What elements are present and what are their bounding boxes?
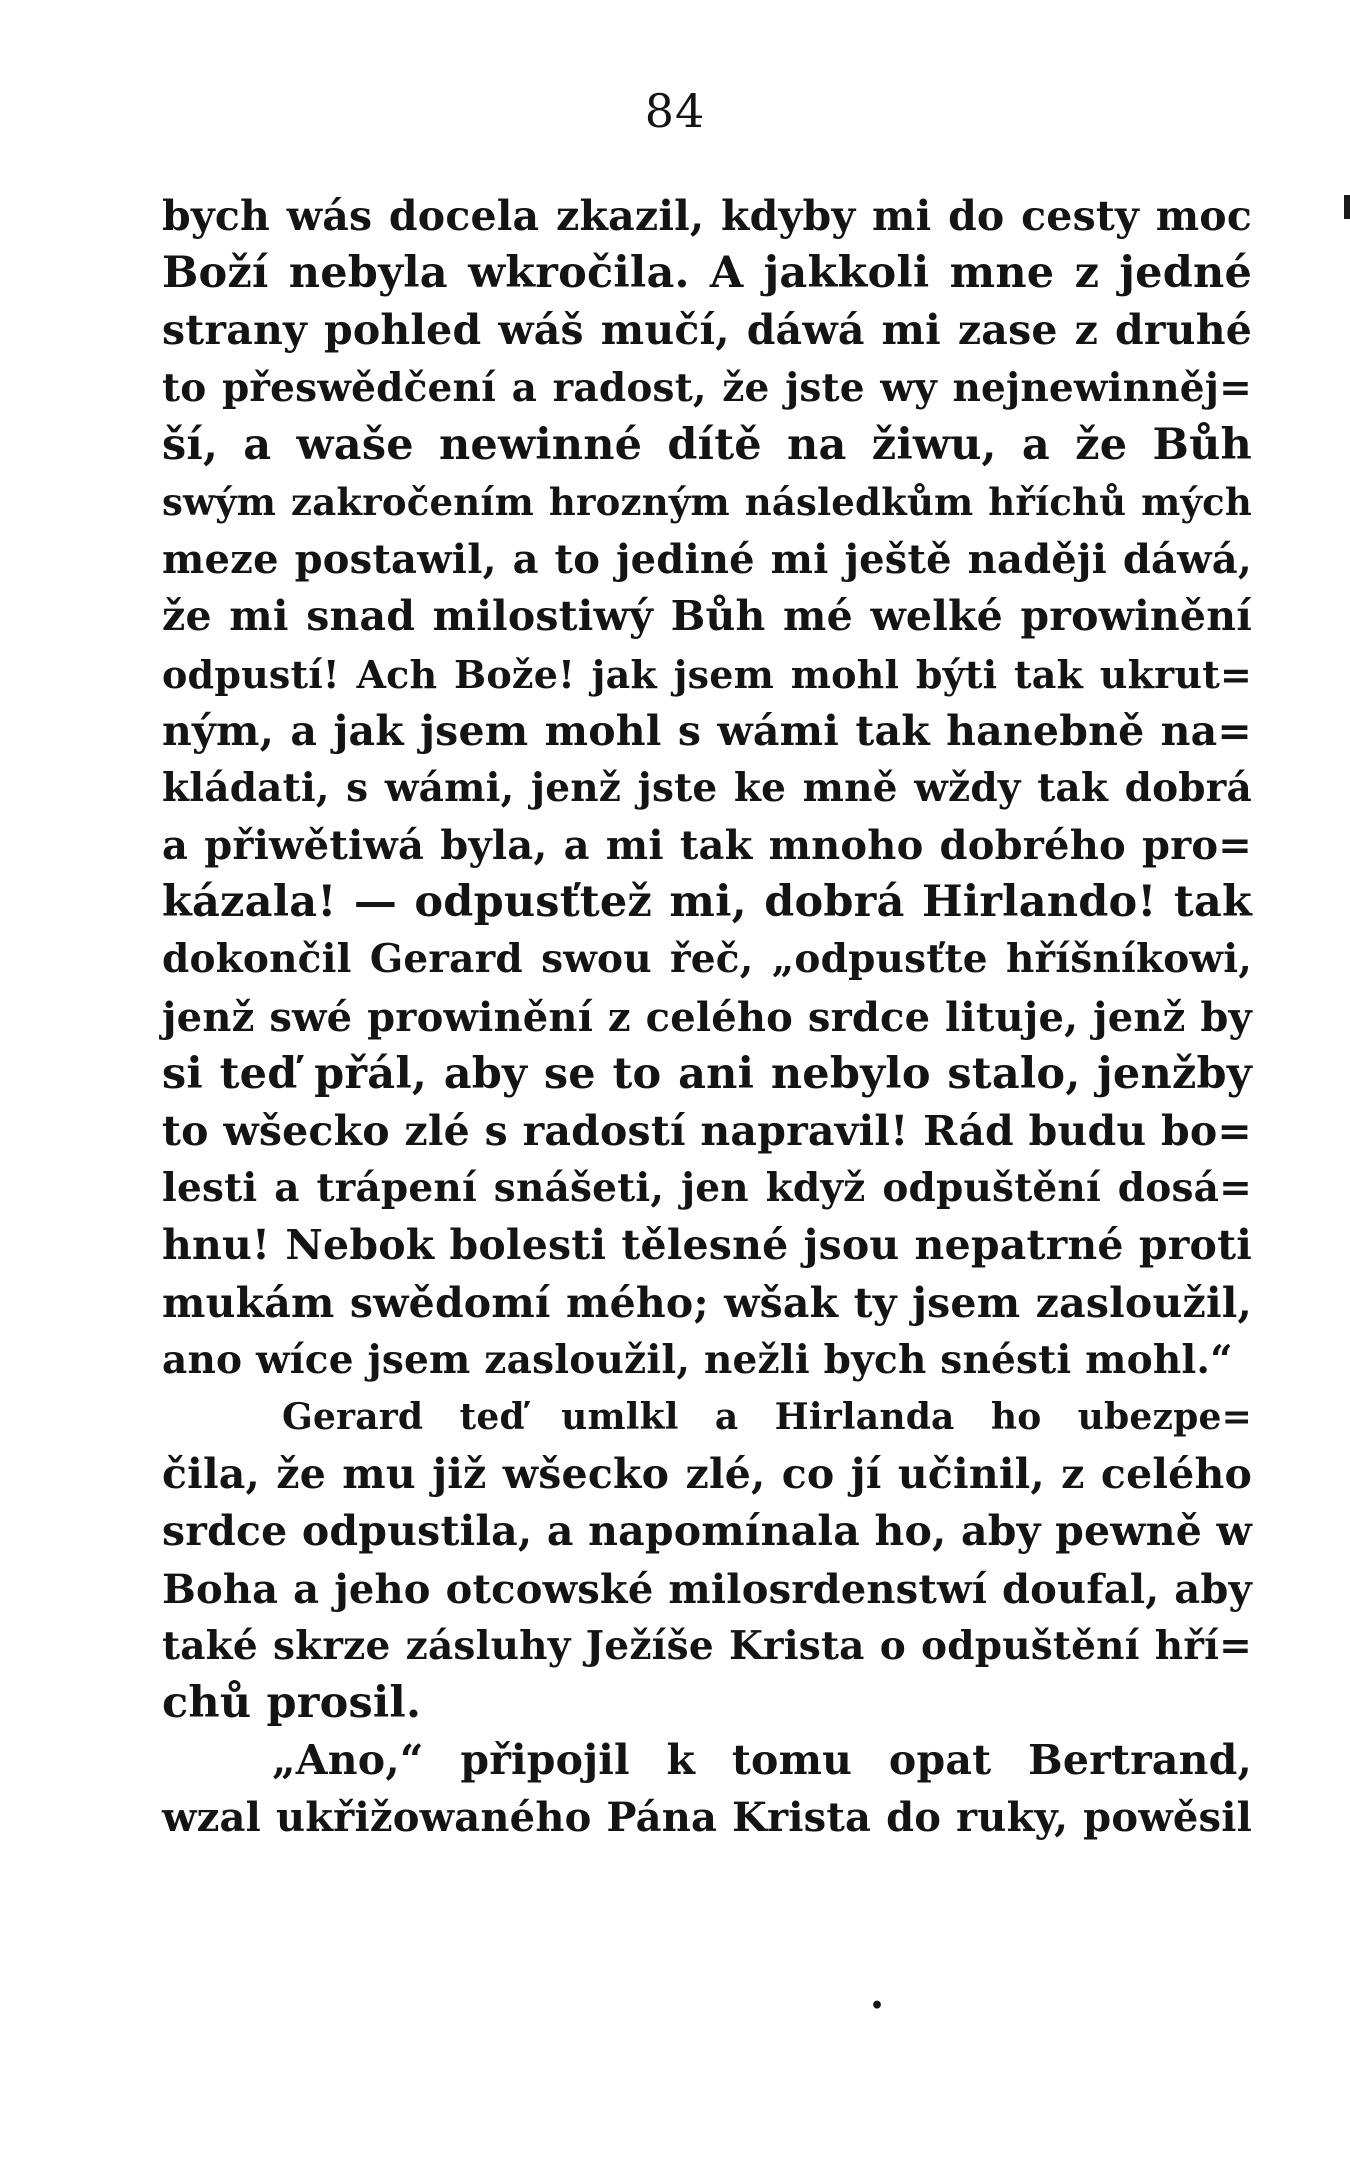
text-line: chů prosil. bbox=[162, 1677, 422, 1728]
text-line: dokončil Gerard swou řeč, „odpusťte hříšníkowi, bbox=[162, 936, 1252, 983]
paragraph-start-line: „Ano,“ připojil k tomu opat Bertrand, bbox=[272, 1736, 1252, 1785]
text-line: lesti a trápení snášeti, jen když odpuštění dosá= bbox=[162, 1165, 1252, 1212]
text-line: ší, a waše newinné dítě na žiwu, a že Bůh bbox=[162, 419, 1252, 470]
text-line: Boží nebyla wkročila. A jakkoli mne z jedné bbox=[162, 248, 1252, 299]
text-line: bych wás docela zkazil, kdyby mi do cesty moc bbox=[162, 192, 1252, 240]
body-text bbox=[162, 188, 1252, 1846]
text-line: swým zakročením hrozným následkům hříchů mých bbox=[162, 479, 1252, 524]
text-line: odpustí! Ach Bože! jak jsem mohl býti tak ukrut= bbox=[162, 651, 1252, 697]
text-line: to přeswědčení a radost, že jste wy nejnewinněj= bbox=[162, 364, 1252, 411]
page-edge-mark bbox=[1344, 195, 1350, 219]
page-number: 84 bbox=[644, 84, 706, 138]
text-line: jenž swé prowinění z celého srdce lituje, jenž by bbox=[162, 993, 1252, 1041]
text-line: to wšecko zlé s radostí napravil! Rád budu bo= bbox=[162, 1107, 1252, 1155]
text-line: že mi snad milostiwý Bůh mé welké prowinění bbox=[162, 592, 1252, 641]
text-line: kázala! — odpusťtež mi, dobrá Hirlando! tak bbox=[162, 877, 1252, 928]
text-line: wzal ukřižowaného Pána Krista do ruky, powěsil bbox=[162, 1794, 1252, 1842]
text-line: si teď přál, aby se to ani nebylo stalo, jenžby bbox=[162, 1048, 1252, 1099]
text-line: meze postawil, a to jediné mi ještě naději dáwá, bbox=[162, 536, 1252, 584]
text-line: srdce odpustila, a napomínala ho, aby pewně w bbox=[162, 1507, 1252, 1556]
text-line: také skrze zásluhy Ježíše Krista o odpuštění hří= bbox=[162, 1622, 1252, 1669]
paragraph-start-line: Gerard teď umlkl a Hirlanda ho ubezpe= bbox=[282, 1395, 1252, 1438]
text-line: ano wíce jsem zasloužil, nežli bych snésti mohl.“ bbox=[162, 1336, 1233, 1383]
text-line: strany pohled wáš mučí, dáwá mi zase z druhé bbox=[162, 306, 1252, 355]
text-line: čila, že mu již wšecko zlé, co jí učinil, z celého bbox=[162, 1450, 1252, 1499]
print-speck: • bbox=[870, 1993, 885, 2019]
text-line: ným, a jak jsem mohl s wámi tak hanebně na= bbox=[162, 706, 1252, 755]
text-line: mukám swědomí mého; wšak ty jsem zasloužil, bbox=[162, 1278, 1252, 1327]
text-line: Boha a jeho otcowské milosrdenstwí doufal, aby bbox=[162, 1565, 1252, 1613]
text-line: hnu! Nebok bolesti tělesné jsou nepatrné proti bbox=[162, 1221, 1252, 1270]
text-line: a přiwětiwá byla, a mi tak mnoho dobrého pro= bbox=[162, 822, 1252, 870]
text-line: kládati, s wámi, jenž jste ke mně wždy tak dobrá bbox=[162, 764, 1252, 811]
